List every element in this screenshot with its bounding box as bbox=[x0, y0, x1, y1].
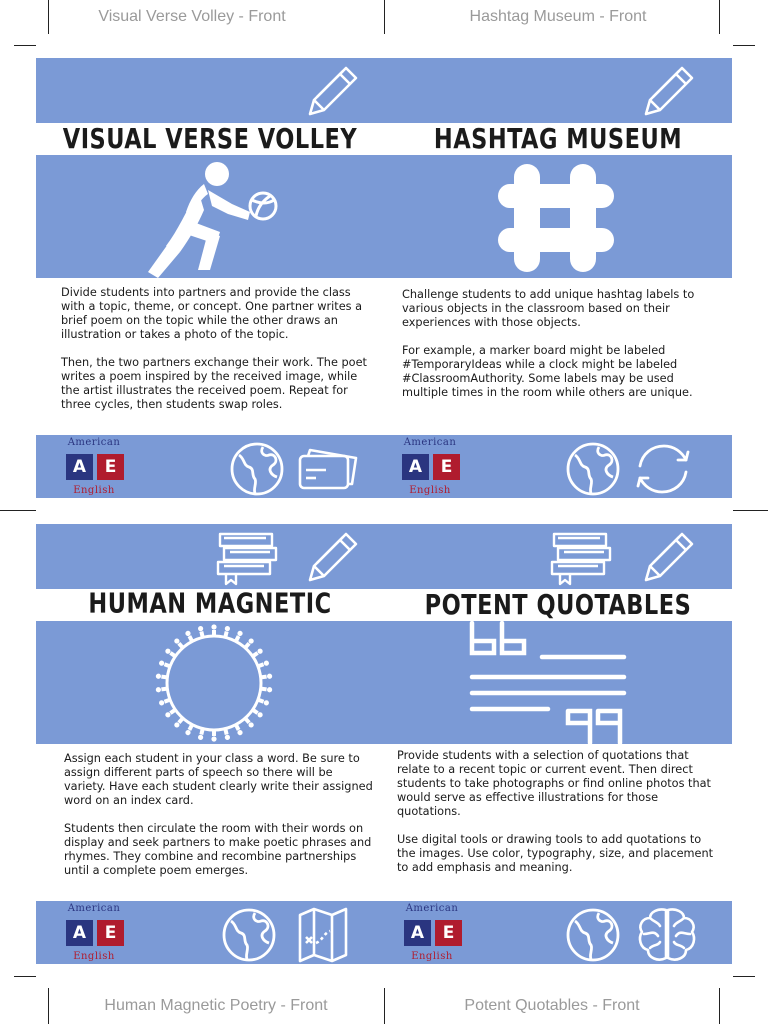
person-figure bbox=[260, 686, 272, 693]
caption-top-right: Hashtag Museum - Front bbox=[469, 8, 647, 25]
person-figure bbox=[211, 624, 216, 636]
person-figure bbox=[257, 697, 270, 706]
caption-top-left: Visual Verse Volley - Front bbox=[98, 8, 286, 25]
person-figure bbox=[184, 630, 194, 643]
card-paragraph: Then, the two partners exchange their work. The poet writes a poem inspired by the received image, while the artist illustrates the received poem. Repeat for three cycles, then students swap roles. bbox=[61, 356, 367, 411]
person-figure bbox=[234, 723, 244, 736]
globe-icon bbox=[221, 907, 277, 963]
card-paragraph: Students then circulate the room with their words on display and seek partners to make poetic phrases and rhymes. They combine and recombine partnerships until a complete poem emerges. bbox=[64, 822, 372, 877]
person-figure bbox=[156, 673, 168, 680]
books-icon bbox=[216, 530, 280, 586]
american-english-logo: American A E English bbox=[394, 437, 466, 499]
cards-icon bbox=[298, 446, 360, 492]
card-body bbox=[402, 288, 720, 414]
card-body bbox=[61, 286, 373, 426]
person-figure bbox=[223, 728, 231, 741]
pencil-icon bbox=[304, 64, 362, 120]
person-figure bbox=[211, 730, 216, 742]
refresh-icon bbox=[628, 442, 698, 496]
crop-mark bbox=[733, 976, 755, 977]
person-figure bbox=[260, 673, 272, 680]
pencil-icon bbox=[640, 530, 698, 586]
person-figure bbox=[164, 708, 177, 719]
globe-icon bbox=[229, 441, 285, 497]
pencil-icon bbox=[640, 64, 698, 120]
people-circle-icon bbox=[150, 624, 278, 742]
card-human-magnetic-poetry bbox=[36, 524, 384, 964]
card-visual-verse-volley bbox=[36, 58, 384, 498]
crop-mark bbox=[719, 988, 720, 1024]
american-english-logo: American A E English bbox=[396, 903, 468, 965]
person-figure bbox=[158, 660, 171, 669]
card-title: HASHTAG MUSEUM bbox=[433, 122, 683, 155]
card-title: VISUAL VERSE VOLLEY bbox=[62, 122, 358, 155]
person-figure bbox=[223, 625, 231, 638]
card-paragraph: Provide students with a selection of quotations that relate to a recent topic or current event. Then direct students to take photographs or find online photos that would serve as effective illustrations for those quotations. bbox=[397, 749, 711, 818]
caption-bottom-left: Human Magnetic Poetry - Front bbox=[104, 997, 328, 1014]
person-figure bbox=[184, 723, 194, 736]
card-paragraph: Assign each student in your class a word. Be sure to assign different parts of speech so there will be variety. Have each student clearly write their assigned word on an index card. bbox=[64, 752, 373, 807]
crop-mark bbox=[14, 45, 36, 46]
crop-mark bbox=[384, 988, 385, 1024]
globe-icon bbox=[565, 907, 621, 963]
crop-mark bbox=[733, 45, 755, 46]
crop-mark bbox=[14, 976, 36, 977]
crop-mark bbox=[48, 0, 49, 34]
crop-mark bbox=[733, 510, 768, 511]
globe-icon bbox=[565, 441, 621, 497]
card-potent-quotables bbox=[384, 524, 732, 964]
card-title: POTENT QUOTABLES bbox=[424, 588, 692, 621]
person-figure bbox=[197, 625, 205, 638]
person-figure bbox=[257, 660, 270, 669]
quote-icon bbox=[468, 621, 628, 744]
card-paragraph: Challenge students to add unique hashtag labels to various objects in the classroom based on their experiences with those objects. bbox=[402, 288, 695, 329]
volleyball-player-icon bbox=[146, 160, 281, 278]
american-english-logo: American A E English bbox=[58, 437, 130, 499]
crop-mark bbox=[0, 510, 36, 511]
person-figure bbox=[164, 648, 177, 659]
crop-mark bbox=[48, 988, 49, 1024]
card-paragraph: Use digital tools or drawing tools to add quotations to the images. Use color, typography, size, and placement to add emphasis and meaning. bbox=[397, 833, 714, 874]
american-english-logo: American A E English bbox=[58, 903, 130, 965]
card-hashtag-museum bbox=[384, 58, 732, 498]
crop-mark bbox=[384, 0, 385, 34]
hashtag-icon bbox=[496, 162, 616, 274]
person-figure bbox=[158, 697, 171, 706]
card-body bbox=[64, 752, 374, 892]
person-figure bbox=[156, 686, 168, 693]
brain-icon bbox=[636, 906, 698, 964]
map-icon bbox=[298, 907, 348, 963]
caption-bottom-right: Potent Quotables - Front bbox=[464, 997, 640, 1014]
person-figure bbox=[251, 708, 264, 719]
person-figure bbox=[197, 728, 205, 741]
books-icon bbox=[550, 530, 614, 586]
card-body bbox=[397, 749, 721, 889]
person-figure bbox=[251, 648, 264, 659]
person-figure bbox=[234, 630, 244, 643]
card-paragraph: For example, a marker board might be labeled #TemporaryIdeas while a clock might be labeled #ClassroomAuthority. Some labels may be used multiple times in the room while others are unique. bbox=[402, 344, 693, 399]
card-paragraph: Divide students into partners and provide the class with a topic, theme, or concept. One partner writes a brief poem on the topic while the other draws an illustration or takes a photo of the topic. bbox=[61, 286, 363, 341]
pencil-icon bbox=[304, 530, 362, 586]
crop-mark bbox=[719, 0, 720, 34]
card-title: HUMAN MAGNETIC bbox=[88, 586, 332, 619]
